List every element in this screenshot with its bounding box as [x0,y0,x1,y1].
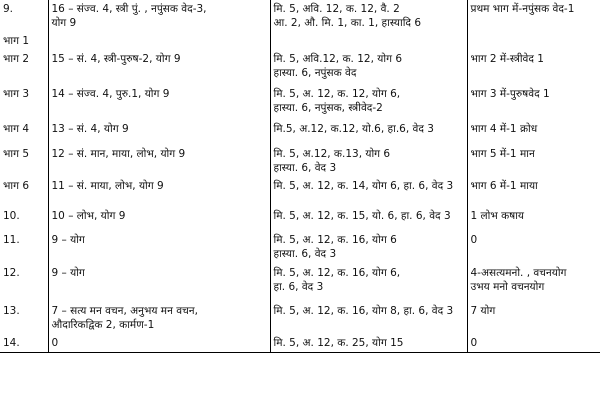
cell-line: 13 – सं. 4, योग 9 [51,123,129,135]
cell-col-2 [48,50,270,85]
cell-line: भाग 2 [3,53,30,65]
cell-line: 10. [3,210,20,222]
cell-col-3 [270,120,467,145]
cell-line: प्रथम भाग में-नपुंसक वेद-1 [470,3,575,15]
cell-line: मि. 5, अ. 12, क. 16, योग 6, [273,267,401,279]
cell-line: 4-असत्यमनो. , वचनयोग [470,267,567,279]
cell-col-3 [270,177,467,207]
table-row [0,302,600,334]
cell-col-2 [48,207,270,231]
cell-col-1 [0,264,48,302]
cell-col-2 [48,0,270,32]
cell-col-1 [0,0,48,32]
cell-col-4 [467,85,600,120]
cell-col-3 [270,85,467,120]
cell-line: हास्या. 6, नपुंसक वेद [273,67,357,79]
table-row [0,207,600,231]
cell-col-3 [270,264,467,302]
cell-line: भाग 2 में-स्त्रीवेद 1 [470,53,544,65]
cell-line: भाग 6 [3,180,30,192]
cell-line: 0 [51,337,59,349]
cell-col-1 [0,177,48,207]
cell-line: भाग 3 [3,88,30,100]
table-row [0,145,600,177]
cell-line: भाग 5 में-1 मान [470,148,535,160]
cell-col-4 [467,264,600,302]
cell-col-4 [467,302,600,334]
cell-col-4 [467,334,600,353]
cell-col-2 [48,302,270,334]
cell-line: 12. [3,267,20,279]
cell-line: 16 – संज्व. 4, स्त्री पुं. , नपुंसक वेद-3, [51,3,207,15]
cell-line: मि. 5, अ. 12, क. 16, योग 8, हा. 6, वेद 3 [273,305,454,317]
cell-line: भाग 4 [3,123,30,135]
cell-col-1 [0,50,48,85]
cell-line: 15 – सं. 4, स्त्री-पुरुष-2, योग 9 [51,53,181,65]
cell-line: 7 – सत्य मन वचन, अनुभय मन वचन, [51,305,198,317]
cell-line: 14. [3,337,20,349]
cell-col-1 [0,120,48,145]
table-row [0,231,600,264]
cell-col-1 [0,145,48,177]
cell-line: मि. 5, अ.12, क.13, योग 6 [273,148,391,160]
cell-line: 14 – संज्व. 4, पुरु.1, योग 9 [51,88,170,100]
cell-col-4 [467,0,600,32]
cell-line: मि. 5, अ. 12, क. 15, यो. 6, हा. 6, वेद 3 [273,210,451,222]
cell-col-4 [467,207,600,231]
cell-line: 1 लोभ कषाय [470,210,525,222]
cell-line: हास्या. 6, वेद 3 [273,248,337,260]
cell-col-2 [48,264,270,302]
cell-col-3 [270,302,467,334]
cell-line: हास्या. 6, नपुंसक, स्त्रीवेद-2 [273,102,383,114]
cell-col-1 [0,32,48,50]
cell-col-1 [0,207,48,231]
table-row [0,334,600,353]
cell-line: आ. 2, औ. मि. 1, का. 1, हास्यादि 6 [273,17,422,29]
cell-line: 9 – योग [51,234,85,246]
cell-line: उभय मनो वचनयोग [470,281,545,293]
cell-col-2 [48,120,270,145]
cell-line: हा. 6, वेद 3 [273,281,324,293]
cell-line: योग 9 [51,17,77,29]
cell-col-4 [467,32,600,50]
cell-line: मि. 5, अ. 12, क. 16, योग 6 [273,234,397,246]
cell-line: मि. 5, अवि.12, क. 12, योग 6 [273,53,402,65]
cell-line: 9. [3,3,14,15]
cell-line: मि. 5, अ. 12, क. 14, योग 6, हा. 6, वेद 3 [273,180,454,192]
cell-line: मि. 5, अवि. 12, क. 12, वै. 2 [273,3,400,15]
table-row [0,177,600,207]
cell-line: 12 – सं. मान, माया, लोभ, योग 9 [51,148,186,160]
cell-line: भाग 3 में-पुरुषवेद 1 [470,88,550,100]
cell-col-3 [270,334,467,353]
cell-col-1 [0,231,48,264]
cell-col-4 [467,50,600,85]
cell-line: 7 योग [470,305,496,317]
table-row [0,0,600,32]
cell-col-4 [467,231,600,264]
cell-col-2 [48,334,270,353]
table-row [0,50,600,85]
cell-line: 9 – योग [51,267,85,279]
cell-col-3 [270,0,467,32]
cell-col-4 [467,145,600,177]
cell-col-3 [270,32,467,50]
cell-line: भाग 6 में-1 माया [470,180,538,192]
cell-line: मि.5, अ.12, क.12, यो.6, हा.6, वेद 3 [273,123,434,135]
table-row [0,32,600,50]
cell-col-2 [48,177,270,207]
cell-col-3 [270,50,467,85]
cell-line: 0 [470,234,478,246]
cell-col-4 [467,120,600,145]
cell-line: औदारिकद्विक 2, कार्मण-1 [51,319,155,331]
cell-col-1 [0,302,48,334]
cell-line: 13. [3,305,20,317]
cell-line: 10 – लोभ, योग 9 [51,210,126,222]
cell-line: 0 [470,337,478,349]
cell-col-1 [0,334,48,353]
cell-line: 11 – सं. माया, लोभ, योग 9 [51,180,164,192]
table-row [0,85,600,120]
cell-col-2 [48,231,270,264]
table-row [0,120,600,145]
cell-line: मि. 5, अ. 12, क. 12, योग 6, [273,88,401,100]
cell-col-3 [270,231,467,264]
cell-col-2 [48,145,270,177]
cell-line: मि. 5, अ. 12, क. 25, योग 15 [273,337,404,349]
cell-col-2 [48,32,270,50]
table-row [0,264,600,302]
cell-line: 11. [3,234,20,246]
cell-col-3 [270,207,467,231]
cell-col-3 [270,145,467,177]
cell-line: भाग 1 [3,35,30,47]
cell-line: भाग 4 में-1 क्रोध [470,123,538,135]
cell-col-2 [48,85,270,120]
cell-col-1 [0,85,48,120]
cell-line: भाग 5 [3,148,30,160]
cell-line: हास्या. 6, वेद 3 [273,162,337,174]
cell-col-4 [467,177,600,207]
